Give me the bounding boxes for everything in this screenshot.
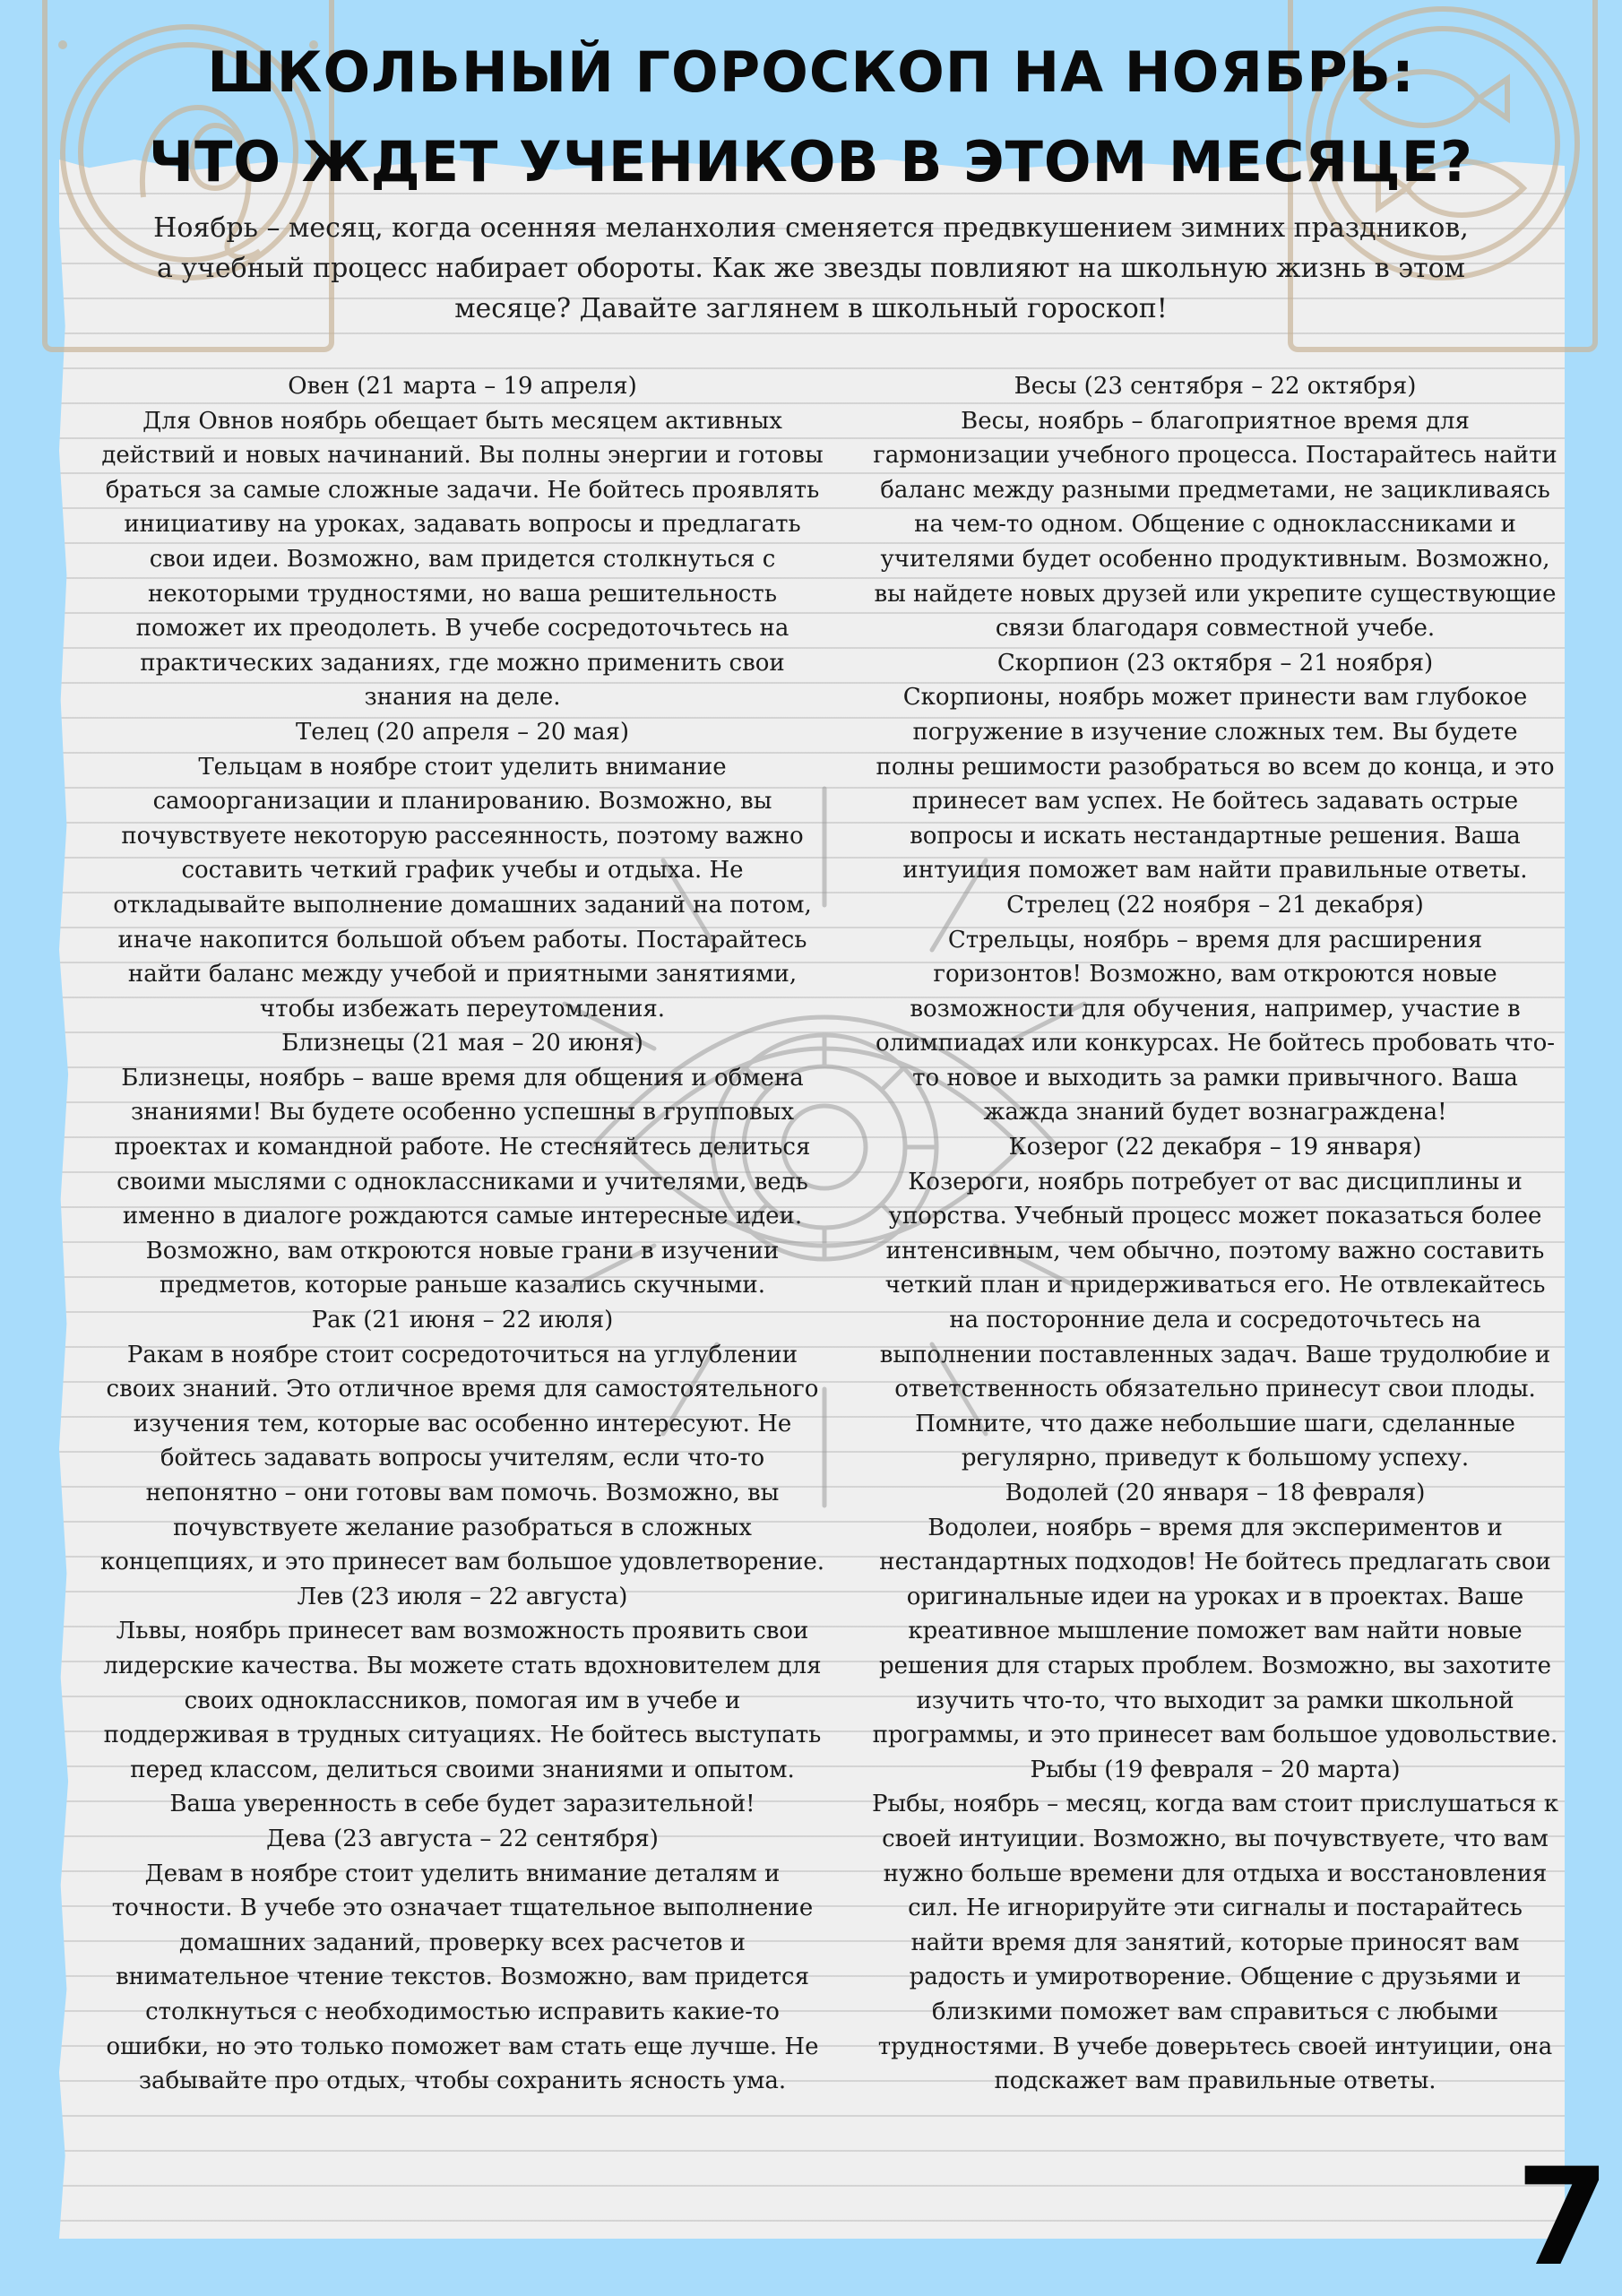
sign-description: Скорпионы, ноябрь может принести вам глубокое погружение в изучение сложных тем. Вы будете полны решимости разобраться во всем до конца, и это принесет вам успех. Не бойтесь задавать острые вопросы и искать нестандартные решения. Ваша интуиция поможет вам найти правильные ответы.	[876, 684, 1555, 885]
intro-paragraph: Ноябрь – месяц, когда осенняя меланхолия сменяется предвкушением зимних праздников, а учебный процесс набирает обороты. Как же звезды повлияют на школьную жизнь в этом месяце? Давайте заглянем в школьный гороскоп!	[153, 212, 1469, 324]
sign-scorpio	[871, 646, 1559, 888]
sign-title: Весы (23 сентября – 22 октября)	[1014, 373, 1417, 400]
sign-gemini	[100, 1026, 824, 1303]
page-title-line-2: ЧТО ЖДЕТ УЧЕНИКОВ В ЭТОМ МЕСЯЦЕ?	[148, 129, 1474, 194]
page-title-line-1: ШКОЛЬНЫЙ ГОРОСКОП НА НОЯБРЬ:	[207, 39, 1415, 105]
page-number: 7	[1515, 2140, 1609, 2296]
sign-title: Рыбы (19 февраля – 20 марта)	[1030, 1756, 1401, 1783]
sign-description: Весы, ноябрь – благоприятное время для гармонизации учебного процесса. Постарайтесь найти баланс между разными предметами, не зацикливаясь на чем-то одном. Общение с одноклассниками и учителями будет особенно продуктивным. Возможно, вы найдете новых друзей или укрепите существующие связи благодаря совместной учебе.	[873, 407, 1557, 643]
sign-libra	[871, 369, 1559, 646]
sign-title: Близнецы (21 мая – 20 июня)	[281, 1030, 643, 1057]
sign-title: Рак (21 июня – 22 июля)	[311, 1307, 614, 1334]
sign-description: Козероги, ноябрь потребует от вас дисциплины и упорства. Учебный процесс может показаться более интенсивным, чем обычно, поэтому важно составить четкий план и придерживаться его. Не отвлекайтесь на посторонние дела и сосредоточьтесь на выполнении поставленных задач. Ваше трудолюбие и ответственность обязательно принесут свои плоды. Помните, что даже небольшие шаги, сделанные регулярно, приведут к большому успеху.	[879, 1168, 1551, 1472]
sign-description: Девам в ноябре стоит уделить внимание деталям и точности. В учебе это означает тщательное выполнение домашних заданий, проверку всех расчетов и внимательное чтение текстов. Возможно, вам придется столкнуться с необходимостью исправить какие-то ошибки, но это только поможет вам стать еще лучше. Не забывайте про отдых, чтобы сохранить ясность ума.	[106, 1860, 819, 2095]
sign-title: Скорпион (23 октября – 21 ноября)	[996, 649, 1434, 677]
sign-taurus	[100, 715, 824, 1026]
sign-pisces	[871, 1753, 1559, 2099]
sign-description: Рыбы, ноябрь – месяц, когда вам стоит прислушаться к своей интуиции. Возможно, вы почувствуете, что вам нужно больше времени для отдыха и восстановления сил. Не игнорируйте эти сигналы и постарайтесь найти время для занятий, которые приносят вам радость и умиротворение. Общение с друзьями и близкими поможет вам справиться с любыми трудностями. В учебе доверьтесь своей интуиции, она подскажет вам правильные ответы.	[871, 1791, 1559, 2095]
sign-aquarius	[871, 1476, 1559, 1753]
sign-description: Ракам в ноябре стоит сосредоточиться на углублении своих знаний. Это отличное время для самостоятельного изучения тем, которые вас особенно интересуют. Не бойтесь задавать вопросы учителям, если что-то непонятно – они готовы вам помочь. Возможно, вы почувствуете желание разобраться в сложных концепциях, и это принесет вам большое удовлетворение.	[100, 1341, 824, 1576]
sign-description: Тельцам в ноябре стоит уделить внимание самоорганизации и планированию. Возможно, вы почувствуете некоторую рассеянность, поэтому важно составить четкий график учебы и отдыха. Не откладывайте выполнение домашних заданий на потом, иначе накопится большой объем работы. Постарайтесь найти баланс между учебой и приятными занятиями, чтобы избежать переутомления.	[113, 753, 812, 1023]
sign-title: Водолей (20 января – 18 февраля)	[1005, 1480, 1426, 1506]
sign-sagittarius	[871, 888, 1559, 1130]
sign-description: Водолеи, ноябрь – время для экспериментов и нестандартных подходов! Не бойтесь предлагать свои оригинальные идеи на уроках и в проектах. Ваше креативное мышление поможет вам найти новые решения для старых проблем. Возможно, вы захотите изучить что-то, что выходит за рамки школьной программы, и это принесет вам большое удовольствие.	[872, 1514, 1558, 1749]
sign-virgo	[100, 1822, 824, 2099]
sign-description: Львы, ноябрь принесет вам возможность проявить свои лидерские качества. Вы можете стать вдохновителем для своих одноклассников, помогая им в учебе и поддерживая в трудных ситуациях. Не бойтесь выступать перед классом, делиться своими знаниями и опытом. Ваша уверенность в себе будет заразительной!	[103, 1618, 822, 1818]
sign-title: Стрелец (22 ноября – 21 декабря)	[1006, 891, 1424, 919]
left-column	[100, 369, 824, 2099]
sign-title: Дева (23 августа – 22 сентября)	[266, 1825, 659, 1852]
sign-title: Телец (20 апреля – 20 мая)	[295, 718, 630, 746]
sign-description: Близнецы, ноябрь – ваше время для общения и обмена знаниями! Вы будете особенно успешны в групповых проектах и командной работе. Не стесняйтесь делиться своими мыслями с одноклассниками и учителями, ведь именно в диалоге рождаются самые интересные идеи. Возможно, вам откроются новые грани в изучении предметов, которые раньше казались скучными.	[114, 1064, 811, 1299]
sign-capricorn	[871, 1130, 1559, 1476]
sign-title: Лев (23 июля – 22 августа)	[297, 1583, 628, 1610]
sign-title: Овен (21 марта – 19 апреля)	[288, 373, 637, 400]
sign-leo	[100, 1580, 824, 1822]
sign-description: Для Овнов ноябрь обещает быть месяцем активных действий и новых начинаний. Вы полны энергии и готовы браться за самые сложные задачи. Не бойтесь проявлять инициативу на уроках, задавать вопросы и предлагать свои идеи. Возможно, вам придется столкнуться с некоторыми трудностями, но ваша решительность поможет их преодолеть. В учебе сосредоточьтесь на практических заданиях, где можно применить свои знания на деле.	[101, 407, 824, 712]
sign-cancer	[100, 1303, 824, 1580]
right-column	[871, 369, 1559, 2099]
sign-title: Козерог (22 декабря – 19 января)	[1008, 1134, 1422, 1161]
sign-description: Стрельцы, ноябрь – время для расширения горизонтов! Возможно, вам откроются новые возможности для обучения, например, участие в олимпиадах или конкурсах. Не бойтесь пробовать что-то новое и выходить за рамки привычного. Ваша жажда знаний будет вознаграждена!	[875, 926, 1556, 1126]
sign-aries	[100, 369, 824, 715]
